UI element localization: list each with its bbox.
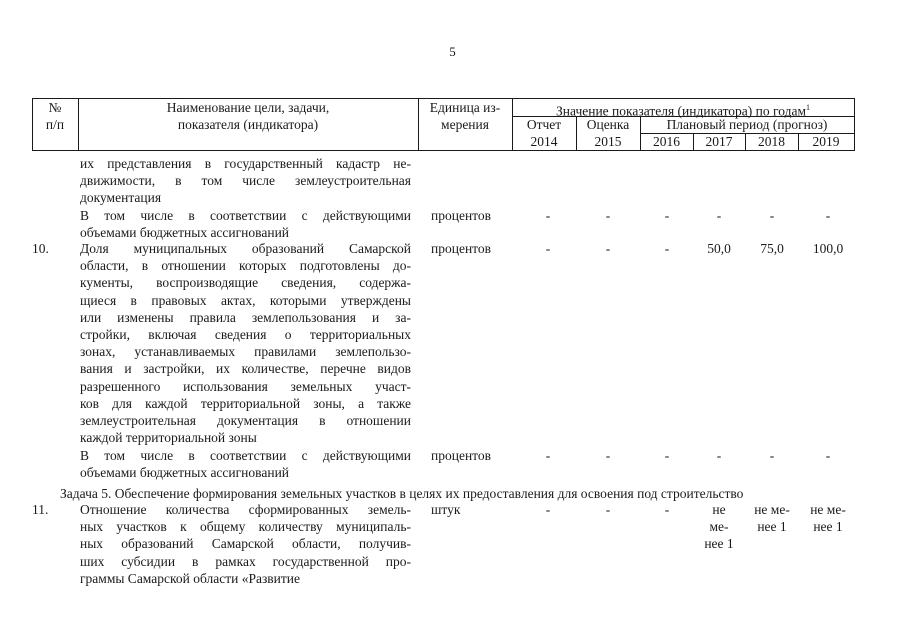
value-cell-line: не ме- <box>754 502 790 517</box>
header-number-line2: п/п <box>45 117 65 132</box>
value-cell: - <box>605 241 611 256</box>
header-year-2014: 2014 <box>530 134 558 149</box>
indicator-name <box>80 447 411 481</box>
indicator-name <box>80 501 411 587</box>
value-cell: - <box>545 448 551 463</box>
indicator-name <box>80 240 411 446</box>
header-values-label: Значение показателя (индикатора) по годам <box>556 103 806 119</box>
header-report: Отчет <box>526 117 562 132</box>
page-number: 5 <box>449 44 456 59</box>
indicator-name-line: каждой территориальной зоны <box>80 430 257 446</box>
value-cell: - <box>664 448 670 463</box>
indicator-name-line: Отношение количества сформированных земель- <box>80 502 411 517</box>
indicator-name-line: движимости, в том числе землеустроительная <box>80 173 411 189</box>
indicator-name-line: зонах, устанавливаемых правилами землепользо- <box>80 344 411 360</box>
value-cell: - <box>825 208 831 223</box>
indicator-name-line: ших субсидии в рамках государственной про- <box>80 553 411 569</box>
header-year-2018: 2018 <box>758 134 785 149</box>
value-cell-line: нее 1 <box>757 519 787 534</box>
header-number-line1: № <box>48 100 62 115</box>
unit-cell: процентов <box>431 208 492 223</box>
indicator-name <box>80 155 411 207</box>
value-cell: - <box>769 208 775 223</box>
value-cell: - <box>664 241 670 256</box>
value-cell-line: не <box>712 502 726 517</box>
header-year-2015: 2015 <box>594 134 622 149</box>
indicator-name-line: ных образований Самарской области, получив- <box>80 536 411 552</box>
header-estimate: Оценка <box>586 117 630 132</box>
indicator-name-line: их представления в государственный кадастр не- <box>80 156 411 171</box>
header-name-line1: Наименование цели, задачи, <box>166 100 330 115</box>
indicator-name-line: В том числе в соответствии с действующими <box>80 208 411 223</box>
value-cell-line: нее 1 <box>704 536 734 551</box>
row-number: 11. <box>32 502 49 517</box>
indicator-name <box>80 207 411 241</box>
indicator-name-line: стройки, включая сведения о территориальных <box>80 326 411 342</box>
header-year-2017: 2017 <box>705 134 733 149</box>
indicator-name-line: кументы, воспроизводящие сведения, содержа- <box>80 275 411 291</box>
value-cell: - <box>605 448 611 463</box>
unit-cell: штук <box>431 502 461 517</box>
value-cell: - <box>664 502 670 517</box>
indicator-name-line: граммы Самарской области «Развитие <box>80 570 301 586</box>
indicator-name-line: объемами бюджетных ассигнований <box>80 465 290 481</box>
value-cell: 50,0 <box>707 241 731 256</box>
value-cell: - <box>545 502 551 517</box>
indicator-name-line: ков для каждой территориальной зоны, а также <box>80 395 411 411</box>
indicator-name-line: В том числе в соответствии с действующими <box>80 448 411 463</box>
value-cell: - <box>664 208 670 223</box>
unit-cell: процентов <box>431 241 492 256</box>
indicator-name-line: щиеся в правовых актах, которыми утверждены <box>80 292 411 308</box>
indicator-name-line: или изменены правила землепользования и за- <box>80 309 411 325</box>
indicator-name-line: разрешенного использования земельных участ- <box>80 378 411 394</box>
header-name-line2: показателя (индикатора) <box>177 117 319 132</box>
value-cell: 75,0 <box>760 241 784 256</box>
value-cell-line: не ме- <box>810 502 846 517</box>
indicator-name-line: землеустроительная документация в отношении <box>80 412 411 428</box>
row-number: 10. <box>32 241 49 256</box>
indicator-name-line: Доля муниципальных образований Самарской <box>80 241 411 256</box>
value-cell: 100,0 <box>812 241 844 256</box>
indicator-name-line: ных участков к общему количеству муниципаль- <box>80 519 411 535</box>
value-cell: - <box>545 208 551 223</box>
indicator-name-line: объемами бюджетных ассигнований <box>80 225 290 241</box>
value-cell: - <box>605 502 611 517</box>
value-cell: - <box>716 448 722 463</box>
indicator-name-line: документация <box>80 190 162 206</box>
header-year-2019: 2019 <box>812 134 840 149</box>
indicator-name-line: области, в отношении которых подготовлены до- <box>80 258 411 274</box>
task-5-heading: Задача 5. Обеспечение формирования земельных участков в целях их предоставления для освоения под строительство <box>60 486 744 501</box>
header-year-2016: 2016 <box>653 134 680 149</box>
header-unit-line1: Единица из- <box>429 100 501 115</box>
header-unit-line2: мерения <box>441 117 489 132</box>
footnote-mark: 1 <box>805 103 810 112</box>
unit-cell: процентов <box>431 448 492 463</box>
value-cell: - <box>769 448 775 463</box>
value-cell: - <box>605 208 611 223</box>
value-cell: - <box>716 208 722 223</box>
header-plan-period: Плановый период (прогноз) <box>666 117 828 132</box>
value-cell-line: нее 1 <box>813 519 843 534</box>
value-cell: - <box>825 448 831 463</box>
value-cell: - <box>545 241 551 256</box>
value-cell-line: ме- <box>709 519 729 534</box>
indicator-name-line: вания и застройки, их количестве, перечне видов <box>80 361 411 377</box>
